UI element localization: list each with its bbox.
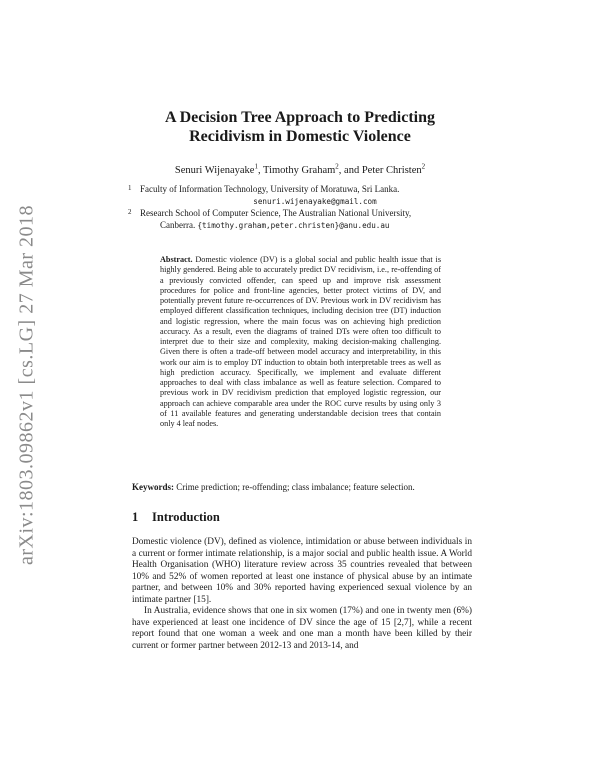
section-title: Introduction bbox=[152, 510, 220, 524]
title-line-2: Recidivism in Domestic Violence bbox=[189, 128, 411, 145]
section-heading bbox=[132, 510, 220, 525]
affiliation-1-email: senuri.wijenayake@gmail.com bbox=[253, 196, 377, 206]
affiliation-2 bbox=[128, 208, 490, 231]
keywords-label: Keywords: bbox=[132, 482, 174, 492]
affiliation-2-number: 2 bbox=[128, 208, 132, 216]
keywords-text: Crime prediction; re-offending; class imbalance; feature selection. bbox=[176, 482, 415, 492]
author-1: Senuri Wijenayake bbox=[174, 165, 255, 176]
affiliation-2-line2 bbox=[140, 220, 490, 232]
abstract bbox=[160, 255, 441, 429]
affiliation-1 bbox=[128, 184, 490, 207]
body-text bbox=[132, 537, 472, 652]
section-number: 1 bbox=[132, 510, 139, 524]
abstract-text: Domestic violence (DV) is a global social and public health issue that is highly gendered. Being able to accurately predict DV recidivism, i.e., re-offending of a previously convicted offender, can speed up and improve risk assessment procedures for police and front-line agencies, better protect victims of DV, and potentially prevent future re-occurrences of DV. Previous work in DV recidivism has employed different classification techniques, including decision tree (DT) induction and logistic regression, where the main focus was on achieving high prediction accuracy. As a result, even the diagrams of trained DTs were often too difficult to interpret due to their size and complexity, making decision-making challenging. Given there is often a trade-off between model accuracy and interpretability, in this work our aim is to employ DT induction to obtain both interpretable trees as well as high prediction accuracy. Specifically, we implement and evaluate different approaches to deal with class imbalance as well as feature selection. Compared to previous work in DV recidivism prediction that employed logistic regression, our approach can achieve comparable area under the ROC curve results by using only 3 of 11 available features and generating understandable decision trees that contain only 4 leaf nodes. bbox=[160, 255, 442, 428]
abstract-label: Abstract. bbox=[160, 255, 193, 264]
author-list: Senuri Wijenayake$^1$, Timothy Graham$^2$, and Peter Christen$^2$ bbox=[174, 162, 426, 176]
author-2: Timothy Graham bbox=[263, 165, 336, 176]
affiliation-1-text: Faculty of Information Technology, University of Moratuwa, Sri Lanka. bbox=[140, 184, 400, 194]
affiliation-2-city: Canberra. bbox=[160, 219, 196, 230]
keywords bbox=[132, 482, 472, 492]
author-3-affil: 2 bbox=[421, 162, 426, 171]
author-3: Peter Christen bbox=[361, 165, 422, 176]
affiliation-2-text: Research School of Computer Science, The Australian National University, bbox=[140, 208, 412, 218]
affiliation-1-number: 1 bbox=[128, 184, 132, 192]
paragraph-2: In Australia, evidence shows that one in six women (17%) and one in twenty men (6%) have experienced at least one incidence of DV since the age of 15 [2,7], while a recent report found that one woman a week and one man a month have been killed by their current or former partner between 2012-13 and 2013-14, and bbox=[132, 606, 472, 651]
paragraph-1: Domestic violence (DV), defined as violence, intimidation or abuse between individuals in a current or former intimate relationship, is a major social and public health issue. A World Health Organisation (WHO) literature review across 35 countries revealed that between 10% and 52% of women reported at least one instance of physical abuse by an intimate partner, and between 10% and 30% reported having experienced sexual violence by an intimate partner [15]. bbox=[132, 537, 472, 605]
arxiv-stamp-text: arXiv:1803.09862v1 [cs.LG] 27 Mar 2018 bbox=[15, 204, 38, 566]
affiliation-2-email: {timothy.graham,peter.christen}@anu.edu.au bbox=[197, 220, 390, 230]
arxiv-stamp bbox=[14, 185, 40, 585]
paper-title bbox=[0, 108, 600, 146]
author-1-affil: 1 bbox=[254, 162, 258, 171]
author-2-affil: 2 bbox=[335, 162, 339, 171]
title-line-1: A Decision Tree Approach to Predicting bbox=[164, 109, 436, 126]
